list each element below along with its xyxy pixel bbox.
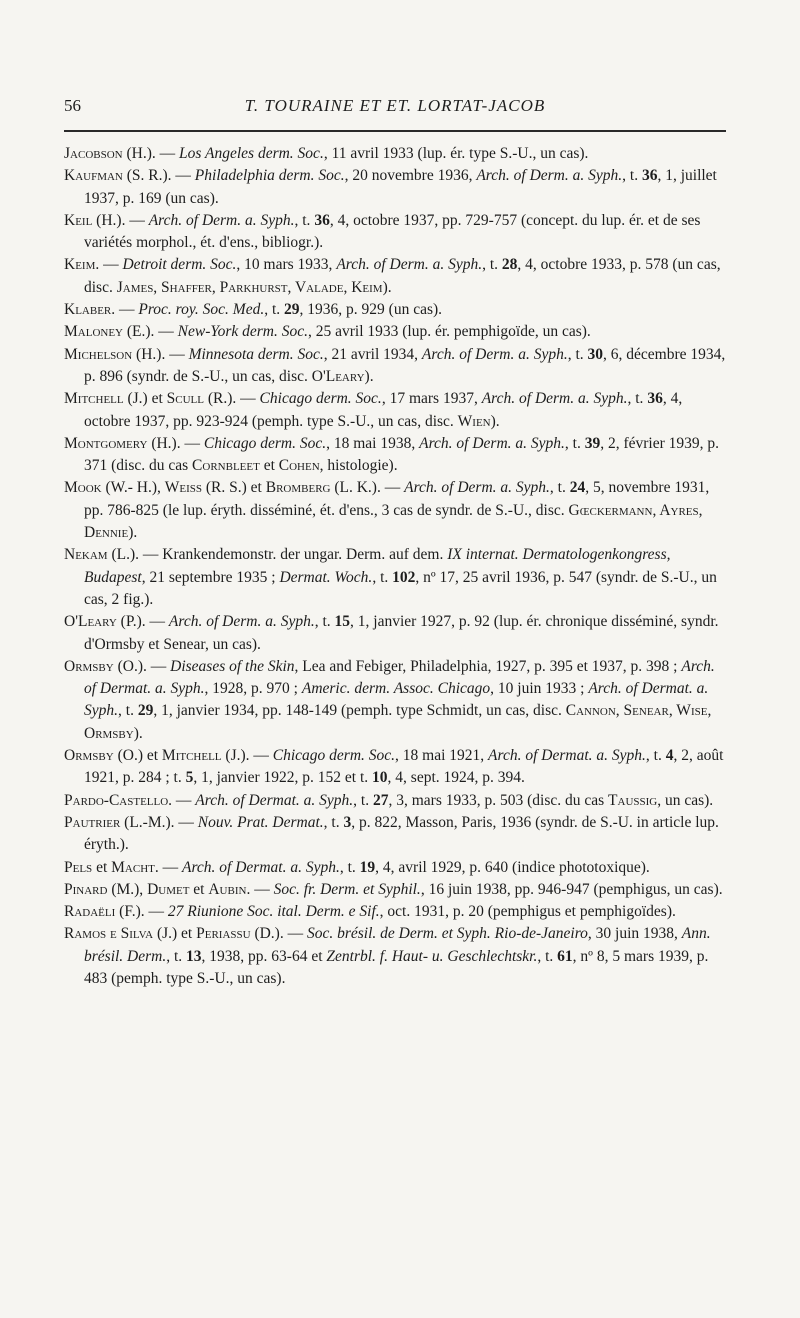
- bibliography-entry: [64, 388, 726, 433]
- entry-text-segment: Dermat. Woch.: [279, 568, 373, 586]
- entry-text-segment: Klaber: [64, 301, 112, 319]
- entry-text-segment: , 10 juin 1933 ;: [490, 680, 589, 698]
- entry-text-segment: Arch. of Derm. a. Syph.: [336, 256, 483, 274]
- entry-text-segment: Pinard: [64, 880, 108, 898]
- entry-text-segment: 27: [372, 791, 389, 809]
- entry-text-segment: (L. K.). —: [330, 479, 405, 497]
- entry-text-segment: (O.). —: [113, 657, 171, 675]
- entry-text-segment: Soc. fr. Derm. et Syphil.: [273, 880, 421, 898]
- entry-text-segment: (J.). —: [221, 747, 273, 765]
- entry-text-segment: et: [92, 858, 112, 876]
- entry-text-segment: , 1, janvier 1927, p. 92 (lup. ér. chronique disséminé, syndr. d'Ormsby et Senear, un cas).: [84, 613, 719, 653]
- bibliography-entry: [64, 477, 726, 544]
- entry-text-segment: , 5, novembre 1931, pp. 786-825 (le lup. éryth. disséminé, ét. d'ens., 3 cas de syndr. de S.-U., disc.: [84, 479, 710, 519]
- entry-text-segment: Macht: [111, 858, 155, 876]
- entry-text-segment: , t.: [622, 167, 642, 185]
- entry-text-segment: , t.: [549, 479, 570, 497]
- entry-text-segment: Pardo-Castello: [64, 791, 169, 809]
- entry-text-segment: , t.: [564, 434, 585, 452]
- entry-text-segment: Arch. of Derm. a. Syph.: [404, 479, 550, 497]
- entry-text-segment: , t.: [264, 301, 285, 319]
- entry-text-segment: , t.: [353, 791, 373, 809]
- entry-text-segment: (R. S.) et: [202, 479, 266, 497]
- entry-text-segment: Ormsby: [64, 747, 114, 765]
- entry-text-segment: Jacobson: [64, 145, 123, 162]
- entry-text-segment: 5: [185, 769, 194, 787]
- entry-text-segment: 24: [569, 479, 586, 497]
- entry-text-segment: , 2, août 1921, p. 284 ; t.: [84, 747, 724, 787]
- entry-text-segment: , 1936, p. 929 (un cas).: [299, 301, 443, 319]
- entry-text-segment: , t.: [627, 390, 648, 408]
- bibliography-entry: [64, 321, 726, 343]
- entry-text-segment: 10: [372, 769, 388, 787]
- entry-text-segment: 15: [334, 613, 351, 631]
- entry-text-segment: Minnesota derm. Soc.: [188, 345, 324, 363]
- entry-text-segment: , t.: [314, 613, 335, 631]
- entry-text-segment: (W.- H.),: [101, 479, 165, 497]
- entry-text-segment: , 4, octobre 1933, p. 578 (un cas, disc.: [84, 256, 721, 296]
- entry-text-segment: . —: [168, 791, 196, 809]
- bibliography-entry: [64, 210, 726, 255]
- entry-text-segment: , 17 mars 1937,: [381, 390, 482, 408]
- entry-text-segment: Pels: [64, 858, 93, 876]
- entry-text-segment: (S. R.). —: [122, 167, 195, 185]
- entry-text-segment: 19: [359, 858, 376, 876]
- entry-text-segment: Soc. brésil. de Derm. et Syph. Rio-de-Janeiro: [306, 925, 588, 943]
- entry-text-segment: , 4, sept. 1924, p. 394.: [387, 769, 525, 787]
- entry-text-segment: 27 Riunione Soc. ital. Derm. e Sif.: [167, 903, 380, 921]
- entry-text-segment: ).: [128, 524, 138, 542]
- entry-text-segment: Arch. of Derm. a. Syph.: [419, 434, 565, 452]
- entry-text-segment: Arch. of Dermat. a. Syph.: [195, 791, 354, 809]
- entry-text-segment: (L.). — Krankendemonstr. der ungar. Derm. auf dem.: [107, 546, 448, 564]
- header-rule: [64, 130, 726, 132]
- entry-text-segment: , t.: [323, 813, 344, 831]
- entry-text-segment: (H.). —: [147, 434, 204, 452]
- bibliography-entry: [64, 656, 726, 745]
- entry-text-segment: , 25 avril 1933 (lup. ér. pemphigoïde, un cas).: [307, 323, 591, 341]
- entry-text-segment: Wien: [457, 412, 491, 430]
- bibliography-entry: [64, 812, 726, 857]
- entry-text-segment: , 2, février 1939, p. 371 (disc. du cas: [84, 434, 720, 475]
- entry-text-segment: , t.: [645, 747, 666, 765]
- entry-text-segment: Arch. of Derm. a. Syph.: [476, 167, 623, 185]
- entry-text-segment: (F.). —: [115, 903, 168, 921]
- entry-text-segment: . —: [246, 880, 274, 898]
- entry-text-segment: . —: [154, 858, 182, 876]
- entry-text-segment: Arch. of Derm. a. Syph.: [481, 390, 628, 408]
- entry-text-segment: 29: [284, 301, 300, 319]
- entry-text-segment: Arch. of Derm. a. Syph.: [148, 211, 295, 229]
- bibliography-entry: [64, 165, 726, 210]
- entry-text-segment: ).: [382, 278, 392, 296]
- entry-text-segment: Dumet: [147, 880, 190, 898]
- entry-text-segment: , t.: [118, 702, 138, 720]
- entry-text-segment: Ann. brésil. Derm.: [84, 925, 711, 965]
- entry-text-segment: Detroit derm. Soc.: [122, 256, 237, 274]
- entry-text-segment: (H.). —: [122, 145, 180, 162]
- entry-text-segment: , 11 avril 1933 (lup. ér. type S.-U., un cas).: [323, 145, 589, 162]
- bibliography-entry: [64, 745, 726, 790]
- entry-text-segment: , Lea and Febiger, Philadelphia, 1927, p. 395 et 1937, p. 398 ;: [294, 657, 682, 675]
- entry-text-segment: , 6, décembre 1934, p. 896 (syndr. de S.-U., un cas, disc.: [84, 345, 726, 385]
- entry-text-segment: Pautrier: [64, 813, 121, 831]
- entry-text-segment: Nouv. Prat. Dermat.: [197, 813, 324, 831]
- entry-text-segment: (R.). —: [204, 390, 260, 408]
- entry-text-segment: Aubin: [208, 880, 247, 898]
- bibliography-entry: [64, 857, 726, 879]
- entry-text-segment: (M.),: [107, 880, 148, 898]
- entry-text-segment: , 1, janvier 1922, p. 152 et t.: [193, 769, 373, 787]
- entry-text-segment: Taussig: [608, 791, 658, 809]
- bibliography-entry: [64, 879, 726, 901]
- entry-text-segment: Arch. of Derm. a. Syph.: [168, 613, 315, 631]
- entry-text-segment: Kaufman: [64, 167, 123, 185]
- entry-text-segment: et: [189, 880, 209, 898]
- bibliography-entry: [64, 433, 726, 478]
- entry-text-segment: (O.) et: [113, 747, 162, 765]
- entry-text-segment: Cornbleet: [192, 457, 260, 475]
- bibliography-entry: [64, 254, 726, 299]
- entry-text-segment: Keim: [64, 256, 96, 274]
- entry-text-segment: 61: [557, 947, 573, 965]
- entry-text-segment: O'Leary: [64, 613, 117, 631]
- entry-text-segment: 30: [587, 345, 604, 363]
- entry-text-segment: Mitchell: [161, 747, 222, 765]
- entry-text-segment: , 1938, pp. 63-64 et: [201, 947, 327, 965]
- bibliography-entry: [64, 923, 726, 990]
- entry-text-segment: , 21 avril 1934,: [323, 345, 422, 363]
- entry-text-segment: , 21 septembre 1935 ;: [141, 568, 280, 586]
- entry-text-segment: Scull: [166, 390, 204, 408]
- entry-text-segment: Chicago derm. Soc.: [203, 434, 327, 452]
- bibliography-entry: [64, 143, 726, 165]
- entry-text-segment: 13: [186, 947, 202, 965]
- entry-text-segment: Periassu: [196, 925, 251, 943]
- entry-text-segment: , 16 juin 1938, pp. 946-947 (pemphigus, un cas).: [420, 880, 723, 898]
- bibliography-entry: [64, 611, 726, 656]
- entry-text-segment: Chicago derm. Soc.: [259, 390, 382, 408]
- entry-text-segment: (J.) et: [123, 390, 167, 408]
- entry-text-segment: O'Leary: [311, 367, 365, 385]
- entry-text-segment: IX internat. Dermatologenkongress, Budapest: [84, 546, 671, 586]
- entry-text-segment: 36: [314, 211, 330, 229]
- entry-text-segment: 4: [665, 747, 674, 765]
- entry-text-segment: , 3, mars 1933, p. 503 (disc. du cas: [388, 791, 609, 809]
- entry-text-segment: 36: [641, 167, 658, 185]
- entry-text-segment: Keil: [64, 211, 93, 229]
- entry-text-segment: Proc. roy. Soc. Med.: [138, 301, 265, 319]
- entry-text-segment: Los Angeles derm. Soc.: [179, 145, 324, 162]
- page-number: 56: [64, 96, 81, 115]
- page-header: [64, 96, 726, 120]
- entry-text-segment: , un cas).: [657, 791, 714, 809]
- entry-text-segment: , 4, octobre 1937, pp. 923-924 (pemph. type S.-U., un cas, disc.: [84, 390, 683, 430]
- entry-text-segment: Cannon, Senear, Wise, Ormsby: [84, 702, 712, 742]
- entry-text-segment: 36: [647, 390, 663, 408]
- entry-text-segment: Arch. of Dermat. a. Syph.: [84, 657, 715, 698]
- entry-text-segment: Arch. of Derm. a. Syph.: [421, 345, 568, 363]
- running-title: T. TOURAINE ET ET. LORTAT-JACOB: [244, 96, 546, 115]
- entry-text-segment: Montgomery: [64, 434, 148, 452]
- entry-text-segment: , 4, octobre 1937, pp. 729-757 (concept. du lup. ér. et de ses variétés morphol., ét. d'ens., bibliogr.).: [84, 211, 701, 252]
- entry-text-segment: New-York derm. Soc.: [177, 323, 308, 341]
- entry-text-segment: , nº 8, 5 mars 1939, p. 483 (pemph. type S.-U., un cas).: [84, 947, 709, 987]
- entry-text-segment: , t.: [482, 256, 502, 274]
- entry-text-segment: , p. 822, Masson, Paris, 1936 (syndr. de S.-U. in article lup. éryth.).: [84, 813, 719, 854]
- bibliography-entry: [64, 544, 726, 611]
- entry-text-segment: Philadelphia derm. Soc.: [194, 167, 345, 185]
- entry-text-segment: , 18 mai 1938,: [326, 434, 420, 452]
- entry-text-segment: Arch. of Dermat. a. Syph.: [488, 747, 646, 765]
- entry-text-segment: , t.: [294, 211, 315, 229]
- entry-text-segment: Michelson: [64, 345, 133, 363]
- entry-text-segment: , 1, juillet 1937, p. 169 (un cas).: [84, 167, 717, 207]
- entry-text-segment: , 1928, p. 970 ;: [204, 680, 302, 698]
- entry-text-segment: Chicago derm. Soc.: [272, 747, 396, 765]
- bibliography-entry: [64, 344, 726, 389]
- entry-text-segment: Gœckermann, Ayres, Dennie: [84, 501, 703, 542]
- entry-text-segment: 102: [392, 568, 416, 586]
- entry-text-segment: Mitchell: [64, 390, 124, 408]
- entry-text-segment: ).: [490, 412, 500, 430]
- entry-text-segment: , t.: [339, 858, 360, 876]
- bibliography-entry: [64, 299, 726, 321]
- entry-text-segment: Ramos e Silva: [64, 925, 154, 943]
- entry-text-segment: , t.: [166, 947, 187, 965]
- entry-text-segment: , 1, janvier 1934, pp. 148-149 (pemph. type Schmidt, un cas, disc.: [153, 702, 566, 720]
- entry-text-segment: Americ. derm. Assoc. Chicago: [301, 680, 491, 698]
- bibliography-entry: [64, 790, 726, 812]
- entry-text-segment: 3: [343, 813, 352, 831]
- entry-text-segment: Bromberg: [265, 479, 331, 497]
- entry-text-segment: (J.) et: [153, 925, 197, 943]
- entry-text-segment: James, Shaffer, Parkhurst, Valade, Keim: [116, 278, 383, 296]
- entry-text-segment: 39: [584, 434, 601, 452]
- entry-text-segment: (D.). —: [250, 925, 307, 943]
- entry-text-segment: , 20 novembre 1936,: [344, 167, 477, 185]
- entry-text-segment: ).: [133, 724, 143, 742]
- entry-text-segment: , 30 juin 1938,: [587, 925, 682, 943]
- entry-text-segment: Zentrbl. f. Haut- u. Geschlechtskr.: [326, 947, 538, 965]
- entry-text-segment: (H.). —: [92, 211, 149, 229]
- entry-text-segment: Nekam: [64, 546, 108, 564]
- entry-text-segment: Cohen: [278, 457, 320, 475]
- entry-text-segment: . —: [111, 301, 139, 319]
- entry-text-segment: , 18 mai 1921,: [395, 747, 489, 765]
- bibliography-list: [64, 143, 726, 990]
- entry-text-segment: Mook: [64, 479, 102, 497]
- entry-text-segment: ).: [364, 367, 374, 385]
- entry-text-segment: (P.). —: [116, 613, 169, 631]
- entry-text-segment: Ormsby: [64, 657, 114, 675]
- entry-text-segment: , histologie).: [319, 457, 398, 475]
- bibliography-entry: [64, 901, 726, 923]
- entry-text-segment: 29: [137, 702, 154, 720]
- entry-text-segment: , 10 mars 1933,: [236, 256, 337, 274]
- entry-text-segment: , oct. 1931, p. 20 (pemphigus et pemphigoïdes).: [379, 903, 676, 921]
- entry-text-segment: (H.). —: [132, 345, 189, 363]
- entry-text-segment: Radaëli: [64, 903, 116, 921]
- entry-text-segment: , t.: [567, 345, 588, 363]
- entry-text-segment: Maloney: [64, 323, 123, 341]
- entry-text-segment: , nº 17, 25 avril 1936, p. 547 (syndr. de S.-U., un cas, 2 fig.).: [84, 568, 717, 608]
- entry-text-segment: Weiss: [164, 479, 203, 497]
- entry-text-segment: , 4, avril 1929, p. 640 (indice phototoxique).: [375, 858, 650, 876]
- entry-text-segment: Arch. of Dermat. a. Syph.: [84, 680, 709, 720]
- entry-text-segment: Diseases of the Skin: [170, 657, 295, 675]
- entry-text-segment: , t.: [372, 568, 393, 586]
- entry-text-segment: 28: [501, 256, 518, 274]
- entry-text-segment: (L.-M.). —: [120, 813, 198, 831]
- entry-text-segment: . —: [95, 256, 123, 274]
- entry-text-segment: (E.). —: [123, 323, 178, 341]
- entry-text-segment: Arch. of Dermat. a. Syph.: [181, 858, 340, 876]
- entry-text-segment: , t.: [537, 947, 558, 965]
- entry-text-segment: et: [259, 457, 279, 475]
